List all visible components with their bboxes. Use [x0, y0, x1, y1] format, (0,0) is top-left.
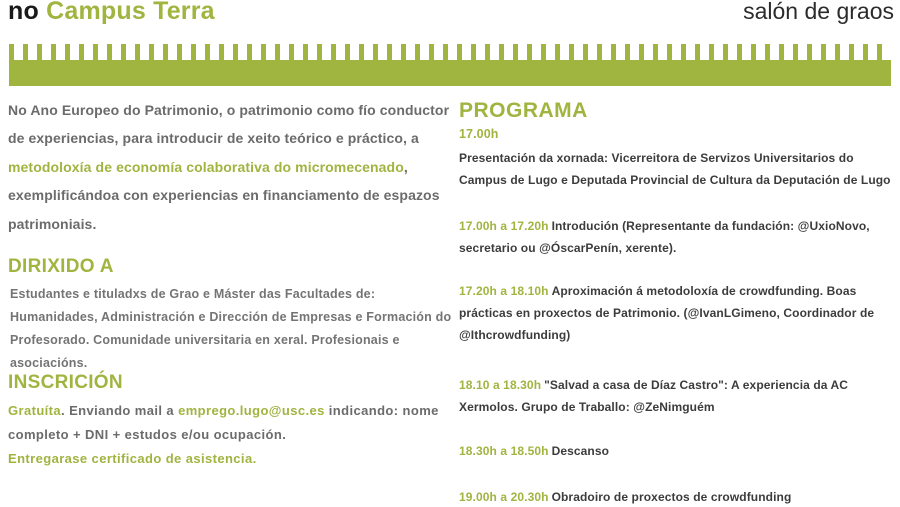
program-item [459, 280, 896, 346]
program-item-text: Aproximación á metodoloxía de crowdfunding. Boas prácticas en proxectos de Patrimonio. (@IvanLGimeno, Coordinador de @Ithcrowdfunding) [459, 284, 875, 342]
page-title [8, 0, 215, 26]
location-label: salón de graos [743, 0, 894, 24]
program-item-time: 18.10 a 18.30h [459, 378, 542, 392]
programa-heading: PROGRAMA [459, 99, 588, 122]
program-item-time: 19.00h a 20.30h [459, 490, 549, 504]
program-item-text: Introdución (Representante da fundación: @UxioNovo, secretario ou @ÓscarPenín, xerente). [459, 219, 870, 255]
program-item [459, 215, 896, 259]
program-item-text: "Salvad a casa de Díaz Castro": A experiencia da AC Xermolos. Grupo de Traballo: @ZeNimguém [459, 378, 849, 414]
intro-text-after: , exemplificándoa con experiencias en financiamento de espazos patrimoniais. [8, 158, 440, 232]
inscricion-email: emprego.lugo@usc.es [178, 403, 325, 418]
inscricion-certificate-note: Entregarase certificado de asistencia. [8, 451, 257, 466]
ruler-teeth [9, 44, 891, 60]
program-item [459, 486, 896, 507]
program-item [459, 126, 896, 191]
intro-highlight: metodoloxía de economía colaborativa do micromecenado [8, 158, 404, 175]
title-prefix: no [8, 0, 47, 25]
program-item-text: Obradoiro de proxectos de crowdfunding [551, 490, 792, 504]
program-item [459, 374, 896, 418]
inscricion-mail-after: indicando: nome completo + DNI + estudos e/ou ocupación. [8, 403, 439, 442]
program-item-time: 18.30h a 18.50h [459, 444, 549, 458]
title-highlight: Campus Terra [46, 0, 215, 25]
ruler-bar [9, 60, 891, 86]
program-item-time: 17.00h a 17.20h [459, 219, 549, 233]
program-item-text: Presentación da xornada: Vicerreitora de Servizos Universitarios do Campus de Lugo e Deputada Provincial de Cultura da Deputación de Lugo [459, 151, 891, 187]
intro-text-before: No Ano Europeo do Patrimonio, o patrimonio como fío conductor de experiencias, para introducir de xeito teórico e práctico, a [8, 102, 450, 147]
inscricion-heading: INSCRICIÓN [8, 372, 123, 393]
inscricion-free-label: Gratuíta [8, 403, 62, 418]
inscricion-body [8, 399, 464, 446]
intro-paragraph [8, 96, 459, 238]
dirixido-heading: DIRIXIDO A [8, 256, 114, 277]
program-item [459, 440, 896, 462]
inscricion-mail-before: . Enviando mail a [61, 403, 179, 418]
program-item-text: Descanso [551, 444, 610, 458]
program-item-time: 17.20h a 18.10h [459, 284, 549, 298]
dirixido-body: Estudantes e tituladxs de Grao e Máster das Facultades de: Humanidades, Administración e Dirección de Empresas e Formación do Profesorado. Comunidade universitaria en xeral. Profesionais e asociacións. [10, 287, 452, 370]
program-item-time: 17.00h [459, 127, 499, 141]
ruler-border [9, 44, 891, 86]
